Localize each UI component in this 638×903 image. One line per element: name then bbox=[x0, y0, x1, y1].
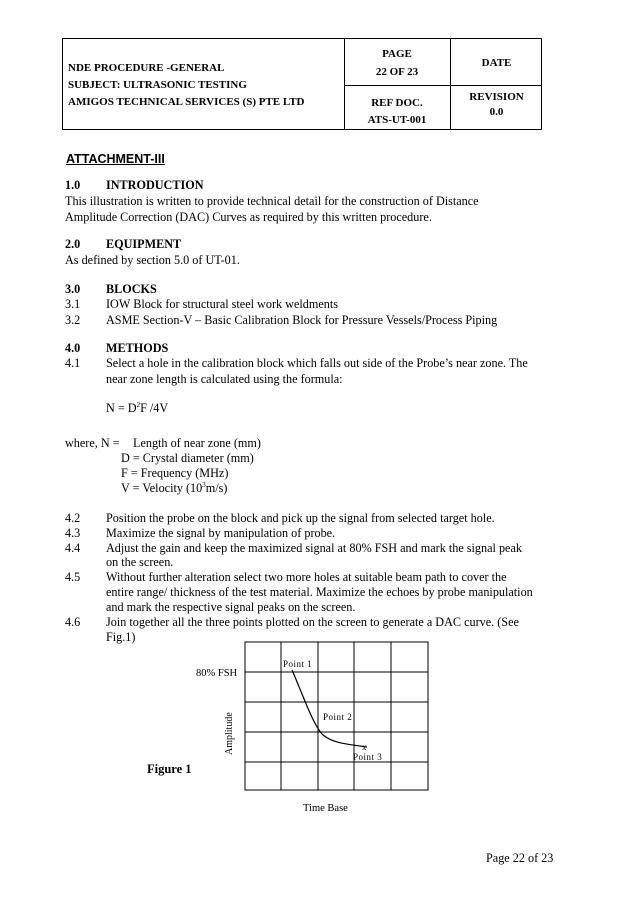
header-page-label: PAGE bbox=[382, 48, 412, 60]
header-table bbox=[62, 38, 542, 130]
section-1-text-line1: This illustration is written to provide technical detail for the construction of Distance bbox=[65, 194, 479, 208]
section-1-number: 1.0 bbox=[65, 178, 81, 192]
header-subject: SUBJECT: ULTRASONIC TESTING bbox=[68, 79, 247, 91]
item-3-2-number: 3.2 bbox=[65, 313, 81, 327]
attachment-title: ATTACHMENT-III bbox=[66, 152, 165, 166]
figure-caption: Figure 1 bbox=[147, 762, 192, 776]
header-rev-value: 0.0 bbox=[489, 106, 504, 118]
point2-label: Point 2 bbox=[323, 712, 353, 722]
dac-curve-figure bbox=[195, 640, 445, 820]
y-axis-label: Amplitude bbox=[224, 712, 235, 755]
item-4-1-line1: Select a hole in the calibration block which falls out side of the Probe’s near zone. The bbox=[106, 356, 528, 370]
section-2-title: EQUIPMENT bbox=[106, 237, 182, 251]
item-4-2-text: Position the probe on the block and pick up the signal from selected target hole. bbox=[106, 511, 495, 525]
item-4-1-number: 4.1 bbox=[65, 356, 81, 370]
header-page-value: 22 OF 23 bbox=[375, 66, 419, 78]
item-4-6-line2: Fig.1) bbox=[106, 630, 136, 644]
where-prefix: where, N = bbox=[65, 436, 120, 450]
item-4-2-number: 4.2 bbox=[65, 511, 81, 525]
section-3-number: 3.0 bbox=[65, 282, 81, 296]
header-date-label: DATE bbox=[481, 57, 512, 69]
section-1-title: INTRODUCTION bbox=[106, 178, 204, 192]
item-4-6-number: 4.6 bbox=[65, 615, 81, 629]
item-4-5-number: 4.5 bbox=[65, 570, 81, 584]
item-4-5-line2: entire range/ thickness of the test material. Maximize the echoes by probe manipulation bbox=[106, 585, 533, 599]
fsh-level-label: 80% FSH bbox=[196, 668, 238, 679]
where-n-definition: Length of near zone (mm) bbox=[133, 436, 261, 450]
item-3-1-text: IOW Block for structural steel work weldments bbox=[106, 297, 338, 311]
section-4-title: METHODS bbox=[106, 341, 169, 355]
where-d-definition: D = Crystal diameter (mm) bbox=[121, 451, 254, 465]
item-3-1-number: 3.1 bbox=[65, 297, 81, 311]
item-4-4-line2: on the screen. bbox=[106, 555, 174, 569]
where-v-definition: V = Velocity $(10^3m/s)$ bbox=[121, 481, 228, 495]
header-rev-label: REVISION bbox=[469, 91, 524, 103]
header-ref-value: ATS-UT-001 bbox=[367, 114, 427, 126]
item-4-4-number: 4.4 bbox=[65, 541, 81, 555]
section-1-text-line2: Amplitude Correction (DAC) Curves as required by this written procedure. bbox=[65, 210, 432, 224]
page-footer: Page 22 of 23 bbox=[486, 851, 554, 865]
x-axis-label: Time Base bbox=[303, 803, 348, 814]
point1-label: Point 1 bbox=[283, 659, 313, 669]
item-4-3-number: 4.3 bbox=[65, 526, 81, 540]
section-4-number: 4.0 bbox=[65, 341, 81, 355]
item-4-1-line2: near zone length is calculated using the formula: bbox=[106, 372, 343, 386]
near-zone-formula: $N = D^2F$ /4V bbox=[106, 401, 169, 415]
section-2-number: 2.0 bbox=[65, 237, 81, 251]
item-4-4-line1: Adjust the gain and keep the maximized signal at 80% FSH and mark the signal peak bbox=[106, 541, 522, 555]
point3-label: Point 3 bbox=[353, 752, 383, 762]
item-3-2-text: ASME Section-V – Basic Calibration Block for Pressure Vessels/Process Piping bbox=[106, 313, 498, 327]
item-4-5-line1: Without further alteration select two more holes at suitable beam path to cover the bbox=[106, 570, 507, 584]
item-4-6-line1: Join together all the three points plotted on the screen to generate a DAC curve. (See bbox=[106, 615, 519, 629]
point3-marker: x bbox=[362, 742, 367, 752]
dac-curve bbox=[292, 670, 367, 747]
header-ref-label: REF DOC. bbox=[371, 97, 423, 109]
header-company: AMIGOS TECHNICAL SERVICES (S) PTE LTD bbox=[68, 96, 305, 108]
item-4-3-text: Maximize the signal by manipulation of probe. bbox=[106, 526, 336, 540]
header-procedure: NDE PROCEDURE -GENERAL bbox=[68, 62, 225, 74]
item-4-5-line3: and mark the respective signal peaks on the screen. bbox=[106, 600, 356, 614]
section-3-title: BLOCKS bbox=[106, 282, 157, 296]
where-f-definition: F = Frequency (MHz) bbox=[121, 466, 229, 480]
section-2-text: As defined by section 5.0 of UT-01. bbox=[65, 253, 240, 267]
